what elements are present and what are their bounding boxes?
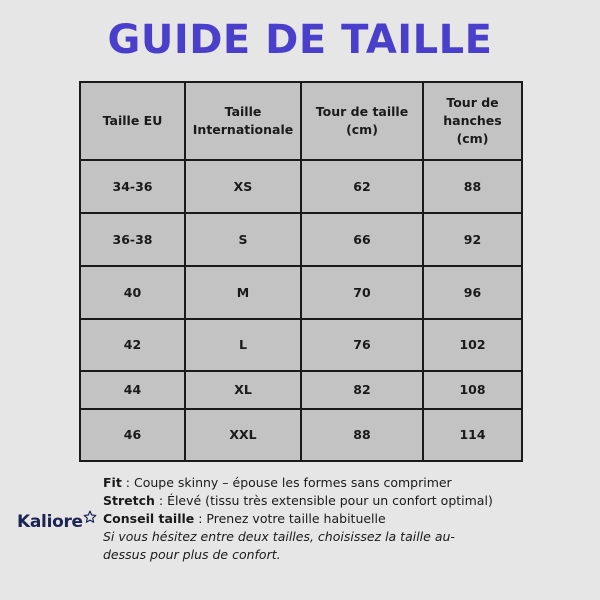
cell-tour-de-taille: 66	[301, 213, 423, 266]
cell-taille-internationale: L	[185, 319, 301, 371]
cell-taille-internationale: XS	[185, 160, 301, 213]
brand-logo	[17, 512, 97, 532]
cell-tour-de-taille: 62	[301, 160, 423, 213]
table-row	[80, 371, 522, 409]
cell-taille-internationale: M	[185, 266, 301, 319]
cell-taille-internationale: S	[185, 213, 301, 266]
advice-text: : Prenez votre taille habituelle	[194, 511, 386, 526]
cell-taille-internationale: XL	[185, 371, 301, 409]
cell-taille-eu: 44	[80, 371, 185, 409]
cell-taille-eu: 46	[80, 409, 185, 461]
header-tour-de-taille	[301, 82, 423, 160]
cell-taille-eu: 36-38	[80, 213, 185, 266]
table-row	[80, 319, 522, 371]
table-header-row	[80, 82, 522, 160]
header-line: Tour de	[446, 95, 499, 110]
size-table	[79, 81, 523, 462]
header-line: (cm)	[456, 131, 489, 146]
fit-label: Fit	[103, 475, 122, 490]
cell-taille-internationale: XXL	[185, 409, 301, 461]
table-row	[80, 409, 522, 461]
table-row	[80, 213, 522, 266]
stretch-label: Stretch	[103, 493, 155, 508]
cell-tour-de-hanches: 102	[423, 319, 522, 371]
header-line: Internationale	[192, 122, 294, 137]
cell-tour-de-taille: 88	[301, 409, 423, 461]
fit-note	[103, 474, 583, 492]
header-line: (cm)	[346, 122, 378, 137]
header-tour-de-hanches	[423, 82, 522, 160]
star-outline-icon	[83, 509, 97, 528]
stretch-text: : Élevé (tissu très extensible pour un confort optimal)	[154, 493, 493, 508]
header-line: Taille EU	[102, 113, 163, 128]
cell-tour-de-hanches: 92	[423, 213, 522, 266]
cell-tour-de-taille: 76	[301, 319, 423, 371]
header-taille-internationale	[185, 82, 301, 160]
brand-name: Kaliore	[17, 512, 83, 532]
page-title: GUIDE DE TAILLE	[107, 17, 493, 63]
header-line: Tour de taille	[315, 104, 409, 119]
product-notes	[103, 474, 583, 564]
table-row	[80, 266, 522, 319]
cell-taille-eu: 42	[80, 319, 185, 371]
header-line: hanches	[443, 113, 502, 128]
cell-tour-de-hanches: 88	[423, 160, 522, 213]
advice-label: Conseil taille	[103, 511, 195, 526]
header-line: Taille	[224, 104, 262, 119]
stretch-note	[103, 492, 583, 510]
cell-tour-de-hanches: 108	[423, 371, 522, 409]
fit-text: : Coupe skinny – épouse les formes sans comprimer	[121, 475, 452, 490]
cell-tour-de-hanches: 114	[423, 409, 522, 461]
cell-tour-de-hanches: 96	[423, 266, 522, 319]
size-tip: Si vous hésitez entre deux tailles, choisissez la taille au-dessus pour plus de confort.	[103, 529, 455, 562]
cell-taille-eu: 40	[80, 266, 185, 319]
cell-taille-eu: 34-36	[80, 160, 185, 213]
advice-note	[103, 510, 583, 528]
table-row	[80, 160, 522, 213]
header-taille-eu	[80, 82, 185, 160]
cell-tour-de-taille: 70	[301, 266, 423, 319]
cell-tour-de-taille: 82	[301, 371, 423, 409]
